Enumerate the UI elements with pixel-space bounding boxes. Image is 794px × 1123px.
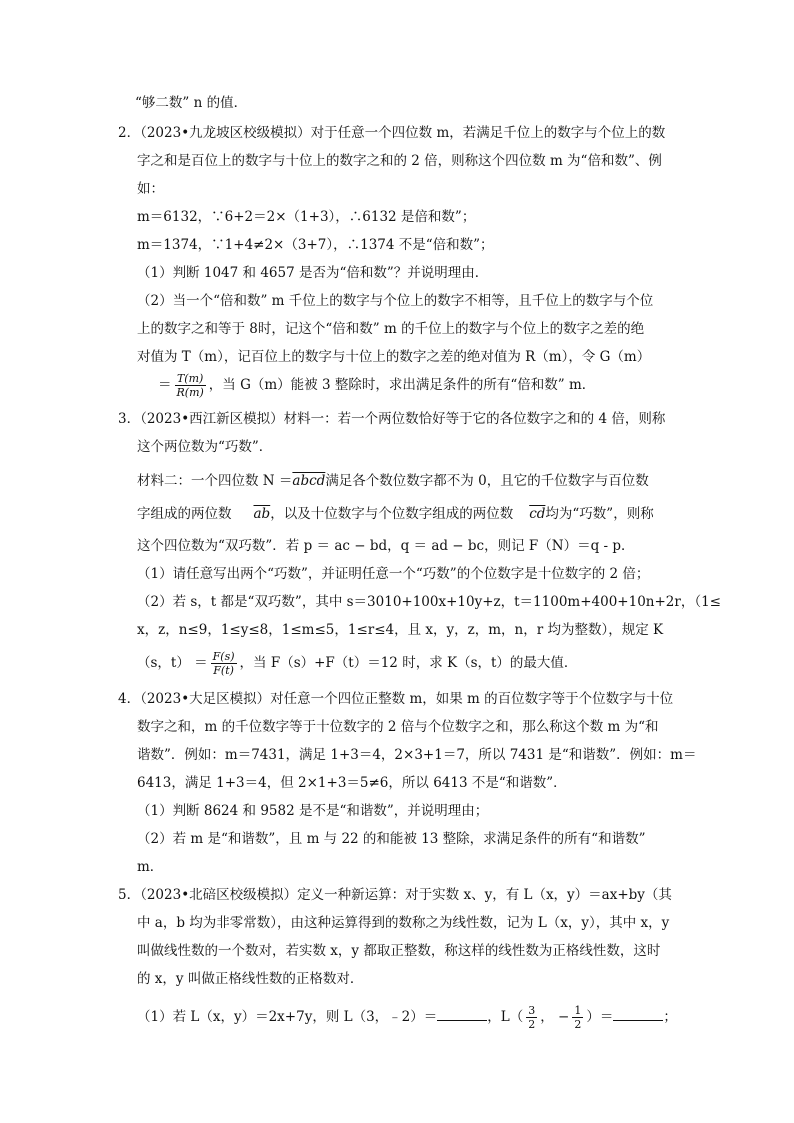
- text-line: 这个四位数为“双巧数”．若 p ＝ ac − bd，q ＝ ad − bc，则记 F（N）＝q - p．: [137, 538, 635, 554]
- formula-line: [158, 372, 595, 399]
- text-line: 字之和是百位上的数字与十位上的数字之和的 2 倍，则称这个四位数 m 为“倍和数”、例: [137, 153, 662, 169]
- text-line: m＝1374，∵1+4≠2×（3+7），∴1374 不是“倍和数”；: [137, 237, 494, 253]
- text: ＝: [158, 377, 172, 393]
- text-line: 这个两位数为“巧数”．: [137, 439, 273, 455]
- overline-number: $\overline{ab}$: [253, 506, 271, 522]
- fraction-denominator: 2: [528, 1018, 536, 1031]
- text-line: 谐数”．例如：m＝7431，满足 1+3＝4，2×3+1＝7，所以 7431 是“和谐数”．例如：m＝: [137, 747, 697, 763]
- text-line: x，z，n≤9，1≤y≤8，1≤m≤5，1≤r≤4，且 x，y，z，m，n，r 均为整数），规定 K: [137, 622, 664, 638]
- formula-line: [137, 1004, 677, 1031]
- text-line: 如：: [137, 181, 164, 197]
- text: 均为“巧数”，则称: [545, 506, 654, 522]
- text: （1）若 L（x，y）＝2x+7y，则 L（3，﹣2）＝: [137, 1009, 438, 1025]
- fraction-denominator: F(t): [213, 664, 234, 677]
- text-line: 6413，满足 1+3＝4，但 2×1+3＝5≠6，所以 6413 不是“和谐数”．: [137, 775, 567, 791]
- fraction-numerator: 3: [528, 1004, 536, 1017]
- text: ；: [663, 1009, 677, 1025]
- formula-line: [137, 505, 654, 523]
- text: ，以及十位数字与个位数字组成的两位数: [270, 506, 514, 522]
- answer-blank[interactable]: [613, 1008, 663, 1021]
- text: ）＝: [586, 1009, 614, 1025]
- text-line: “够二数” n 的值．: [135, 95, 248, 111]
- problem-3-heading: 3．（2023•西江新区模拟）材料一：若一个两位数恰好等于它的各位数字之和的 4 倍，则称: [118, 411, 666, 427]
- text-line: 上的数字之和等于 8时，记这个“倍和数” m 的千位上的数字与个位上的数字之差的绝: [137, 321, 645, 337]
- text-line: 叫做线性数的一个数对，若实数 x，y 都取正整数，称这样的线性数为正格线性数，这时: [137, 943, 661, 959]
- text-line: m＝6132，∵6+2＝2×（1+3），∴6132 是倍和数”；: [137, 209, 476, 225]
- fraction-denominator: 2: [574, 1018, 582, 1031]
- fraction-denominator: R(m): [176, 386, 204, 399]
- fraction-numerator: T(m): [175, 372, 206, 386]
- text-line: （1）判断 8624 和 9582 是不是“和谐数”，并说明理由；: [137, 803, 489, 819]
- answer-blank[interactable]: [437, 1008, 487, 1021]
- text-line: （1）请任意写出两个“巧数”，并证明任意一个“巧数”的个位数字是十位数字的 2 倍；: [137, 566, 650, 582]
- problem-4-heading: 4．（2023•大足区模拟）对任意一个四位正整数 m，如果 m 的百位数字等于个位数字与十位: [118, 691, 674, 707]
- fraction: [526, 1004, 537, 1031]
- problem-5-heading: 5．（2023•北碚区校级模拟）定义一种新运算：对于实数 x、y，有 L（x，y）＝ax+by（其: [118, 887, 672, 903]
- text-line: 中 a，b 均为非零常数），由这种运算得到的数称之为线性数，记为 L（x，y），其中 x，y: [137, 915, 670, 931]
- text-line: （1）判断 1047 和 4657 是否为“倍和数”？并说明理由．: [137, 265, 489, 281]
- text: ，L（: [487, 1009, 524, 1025]
- text: 字组成的两位数: [137, 506, 232, 522]
- text: ，当 G（m）能被 3 整除时，求出满足条件的所有“倍和数” m．: [208, 377, 596, 393]
- text-line: 对值为 T（m），记百位上的数字与十位上的数字之差的绝对值为 R（m），令 G（m）: [137, 349, 651, 365]
- fraction: [572, 1004, 583, 1031]
- text: ， −: [540, 1009, 570, 1025]
- text-line: 数字之和，m 的千位数字等于十位数字的 2 倍与个位数字之和，那么称这个数 m 为“和: [137, 719, 659, 735]
- text-line: 的 x，y 叫做正格线性数的正格数对．: [137, 971, 364, 987]
- text-line: （2）若 s，t 都是“双巧数”，其中 s＝3010+100x+10y+z，t＝1100m+400+10n+2r，（1≤: [137, 594, 721, 610]
- text: （s，t） ＝: [137, 655, 208, 671]
- formula-line: [137, 472, 649, 490]
- fraction: [175, 372, 206, 399]
- text: 满足各个数位数字都不为 0，且它的千位数字与百位数: [325, 473, 649, 489]
- text: ，当 F（s）+F（t）＝12 时，求 K（s，t）的最大值．: [239, 655, 578, 671]
- text-line: m．: [137, 859, 164, 875]
- fraction-numerator: 1: [574, 1004, 582, 1017]
- formula-line: [137, 650, 577, 677]
- text-line: （2）若 m 是“和谐数”，且 m 与 22 的和能被 13 整除，求满足条件的所有“和谐数”: [137, 831, 646, 847]
- text: 材料二：一个四位数 N ＝: [137, 473, 293, 489]
- overline-number: $\overline{cd}$: [529, 506, 546, 522]
- overline-number: abcd: [292, 473, 326, 489]
- problem-2-heading: 2．（2023•九龙坡区校级模拟）对于任意一个四位数 m，若满足千位上的数字与个位上的数: [118, 125, 666, 141]
- fraction: [211, 650, 237, 677]
- text-line: （2）当一个“倍和数” m 千位上的数字与个位上的数字不相等，且千位上的数字与个位: [137, 293, 654, 309]
- fraction-numerator: F(s): [212, 650, 235, 663]
